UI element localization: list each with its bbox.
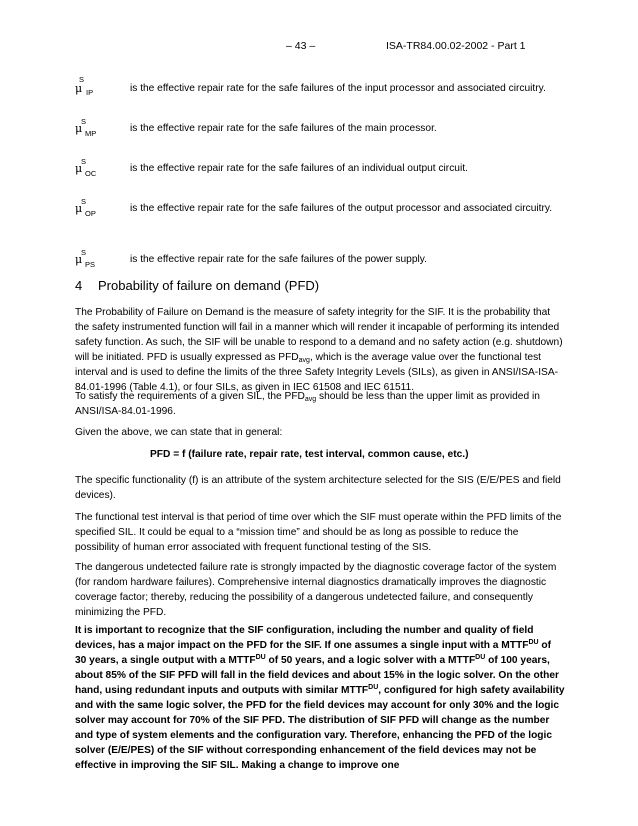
definition-text: is the effective repair rate for the safe failures of an individual output circuit.	[130, 163, 468, 174]
paragraph-sif-configuration: It is important to recognize that the SIF configuration, including the number and quality of field devices, has a major impact on the PFD for the SIF. If one assumes a single input with a $MTTF^{DU}$ of 30 years, a single output with a $MTTF^{DU}$ of 50 years, and a logic solver with a $MTTF^{DU}$ of 100 years, about 85% of the SIF PFD will fall in the field devices and about 15% in the logic solver. On the other hand, using redundant inputs and outputs with similar $MTTF^{DU}$, configured for high safety availability and with the same logic solver, the PFD for the field devices may account for only 30% and the logic solver may account for 70% of the SIF PFD. The distribution of SIF PFD will change as the number and type of system elements and the configuration vary. Therefore, enhancing the PFD of the logic solver (E/E/PES) of the SIF without corresponding enhancement of the field devices may not be effective in improving the SIF SIL. Making a change to improve one	[75, 625, 565, 771]
paragraph-pfd-definition: The Probability of Failure on Demand is the measure of safety integrity for the SIF. It is the probability that the safety instrumented function will fail in a manner which will render it incapable of performing its intended safety function. As such, the SIF will be unable to respond to a demand and no safety action (e.g. shutdown) will be initiated. PFD is usually expressed as $PFD_{avg}$, which is the average value over the functional test interval and is used to define the limits of the three Safety Integrity Levels (SILs), as given in ANSI/ISA-ISA-84.01-1996 (Table 4.1), or four SILs, as given in IEC 61508 and IEC 61511.	[75, 307, 563, 393]
pfd-formula: PFD = f (failure rate, repair rate, test interval, common cause, etc.)	[150, 449, 469, 460]
paragraph-given-above: Given the above, we can state that in general:	[75, 427, 283, 438]
document-id: ISA-TR84.00.02-2002 - Part 1	[386, 40, 526, 52]
definition-text: is the effective repair rate for the safe failures of the output processor and associated circuitry.	[130, 203, 553, 214]
symbol-mu-s-op: μ S OP	[75, 197, 96, 218]
symbol-mu-s-ip: μ S IP	[75, 75, 94, 97]
section-number: 4	[75, 278, 83, 293]
symbol-mu-s-oc: μ S OC	[75, 157, 97, 178]
paragraph-test-interval: The functional test interval is that period of time over which the SIF must operate within the PFD limits of the specified SIL. It could be equal to a “mission time” and should be as long as possible to reduce the possibility of human error associated with frequent functional testing of the SIS.	[75, 512, 562, 553]
symbol-mu-s-mp: μ S MP	[75, 117, 97, 138]
paragraph-specific-functionality: The specific functionality (f) is an attribute of the system architecture selected for the SIS (E/E/PES and field devices).	[75, 475, 561, 501]
definition-text: is the effective repair rate for the safe failures of the power supply.	[130, 254, 427, 265]
paragraph-sil-requirement: To satisfy the requirements of a given SIL, the $PFD_{avg}$ should be less than the upper limit as provided in ANSI/ISA-84.01-1996.	[75, 391, 540, 417]
definition-text: is the effective repair rate for the safe failures of the input processor and associated circuitry.	[130, 83, 546, 94]
paragraph-undetected-failure: The dangerous undetected failure rate is strongly impacted by the diagnostic coverage factor of the system (for random hardware failures). Comprehensive internal diagnostics dramatically improves the diagnostic coverage factor; thereby, reducing the possibility of a dangerous undetected failure, and consequently minimizing the PFD.	[75, 562, 557, 618]
section-title: Probability of failure on demand (PFD)	[98, 278, 320, 293]
definition-text: is the effective repair rate for the safe failures of the main processor.	[130, 123, 437, 134]
symbol-mu-s-ps: μ S PS	[75, 248, 96, 269]
page-number: – 43 –	[286, 40, 316, 52]
